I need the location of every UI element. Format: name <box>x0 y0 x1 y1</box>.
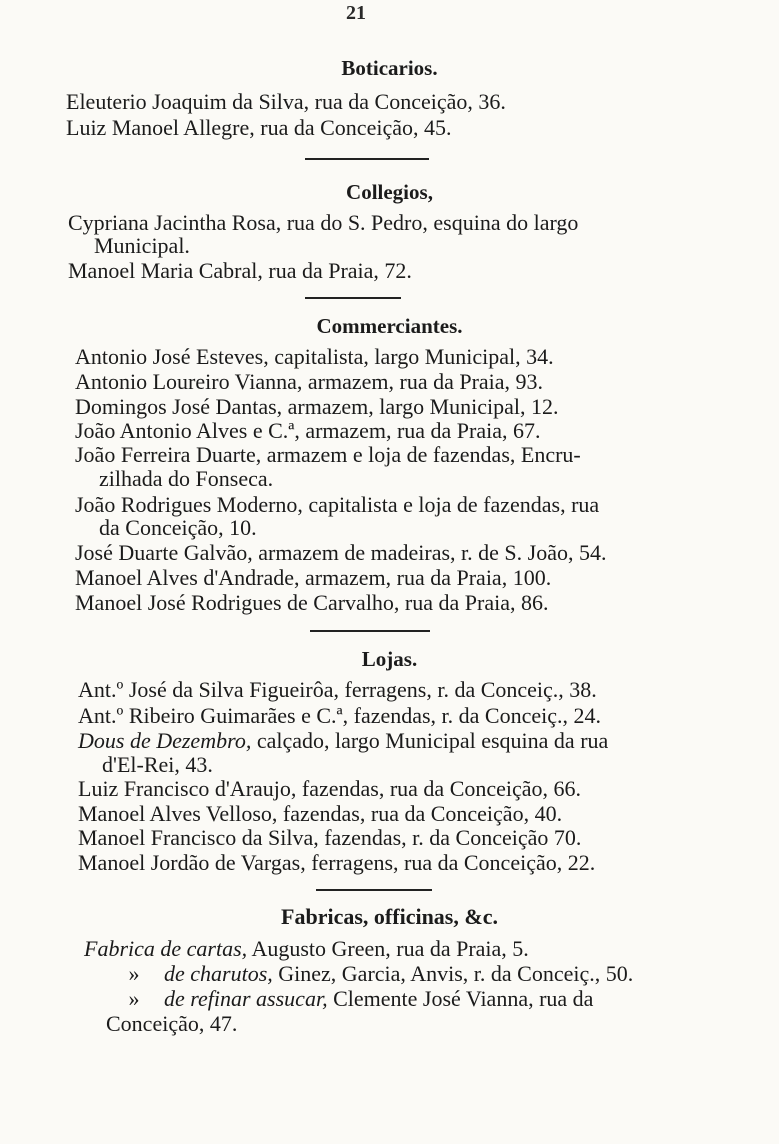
section-heading-lojas: Lojas. <box>361 647 418 671</box>
entry-text: Clemente José Vianna, rua da <box>327 986 594 1011</box>
entry-line <box>84 937 529 961</box>
entry-line: Municipal. <box>94 233 190 258</box>
entry-line: Ant.º Ribeiro Guimarães e C.ª, fazendas, r. da Conceiç., 24. <box>78 703 602 728</box>
entry-line: João Ferreira Duarte, armazem e loja de fazendas, Encru- <box>75 442 581 467</box>
ditto-mark: » <box>128 961 140 986</box>
entry-line: zilhada do Fonseca. <box>99 466 274 491</box>
entry-line: Luiz Manoel Allegre, rua da Conceição, 45. <box>66 115 452 140</box>
section-divider <box>316 889 432 891</box>
page-number: 21 <box>346 2 366 24</box>
section-divider <box>305 158 429 160</box>
entry-line: Manoel Francisco da Silva, fazendas, r. da Conceição 70. <box>78 825 582 850</box>
entry-line: Manoel Jordão de Vargas, ferragens, rua da Conceição, 22. <box>78 850 596 875</box>
section-heading-fabricas: Fabricas, officinas, &c. <box>281 904 498 929</box>
italic-name: de refinar assucar, <box>164 986 328 1011</box>
entry-text: calçado, largo Municipal esquina da rua <box>251 728 609 753</box>
entry-line <box>78 729 608 753</box>
entry-line: Manoel José Rodrigues de Carvalho, rua da Praia, 86. <box>75 590 549 615</box>
italic-name: Fabrica de cartas, <box>84 936 248 961</box>
italic-name: de charutos, <box>164 961 273 986</box>
entry-line: Eleuterio Joaquim da Silva, rua da Conceição, 36. <box>66 89 506 114</box>
section-heading-boticarios: Boticarios. <box>341 56 438 80</box>
section-heading-commerciantes: Commerciantes. <box>316 314 463 338</box>
entry-line: Manoel Maria Cabral, rua da Praia, 72. <box>68 258 412 283</box>
entry-line: Manoel Alves d'Andrade, armazem, rua da Praia, 100. <box>75 565 552 590</box>
entry-line: da Conceição, 10. <box>99 515 257 540</box>
entry-line: Antonio José Esteves, capitalista, largo Municipal, 34. <box>75 344 554 369</box>
entry-line: João Rodrigues Moderno, capitalista e loja de fazendas, rua <box>75 492 600 517</box>
section-heading-collegios: Collegios, <box>346 180 433 204</box>
entry-text: Ginez, Garcia, Anvis, r. da Conceiç., 50. <box>272 961 634 986</box>
entry-line: Antonio Loureiro Vianna, armazem, rua da Praia, 93. <box>75 369 544 394</box>
ditto-mark: » <box>128 986 140 1011</box>
entry-line: Manoel Alves Velloso, fazendas, rua da Conceição, 40. <box>78 801 563 826</box>
entry-line <box>104 987 593 1011</box>
entry-line: Luiz Francisco d'Araujo, fazendas, rua da Conceição, 66. <box>78 776 582 801</box>
section-divider <box>310 630 430 632</box>
entry-line <box>104 962 633 986</box>
entry-line: João Antonio Alves e C.ª, armazem, rua da Praia, 67. <box>75 418 541 443</box>
entry-line: Domingos José Dantas, armazem, largo Municipal, 12. <box>75 394 559 419</box>
italic-name: Dous de Dezembro, <box>78 728 252 753</box>
section-divider <box>305 297 401 299</box>
entry-line: d'El-Rei, 43. <box>102 752 213 777</box>
entry-text: Augusto Green, rua da Praia, 5. <box>247 936 529 961</box>
entry-line: Conceição, 47. <box>106 1011 238 1036</box>
entry-line: Ant.º José da Silva Figueirôa, ferragens, r. da Conceiç., 38. <box>78 677 597 702</box>
entry-line: Cypriana Jacintha Rosa, rua do S. Pedro, esquina do largo <box>68 210 579 235</box>
entry-line: José Duarte Galvão, armazem de madeiras, r. de S. João, 54. <box>75 540 607 565</box>
